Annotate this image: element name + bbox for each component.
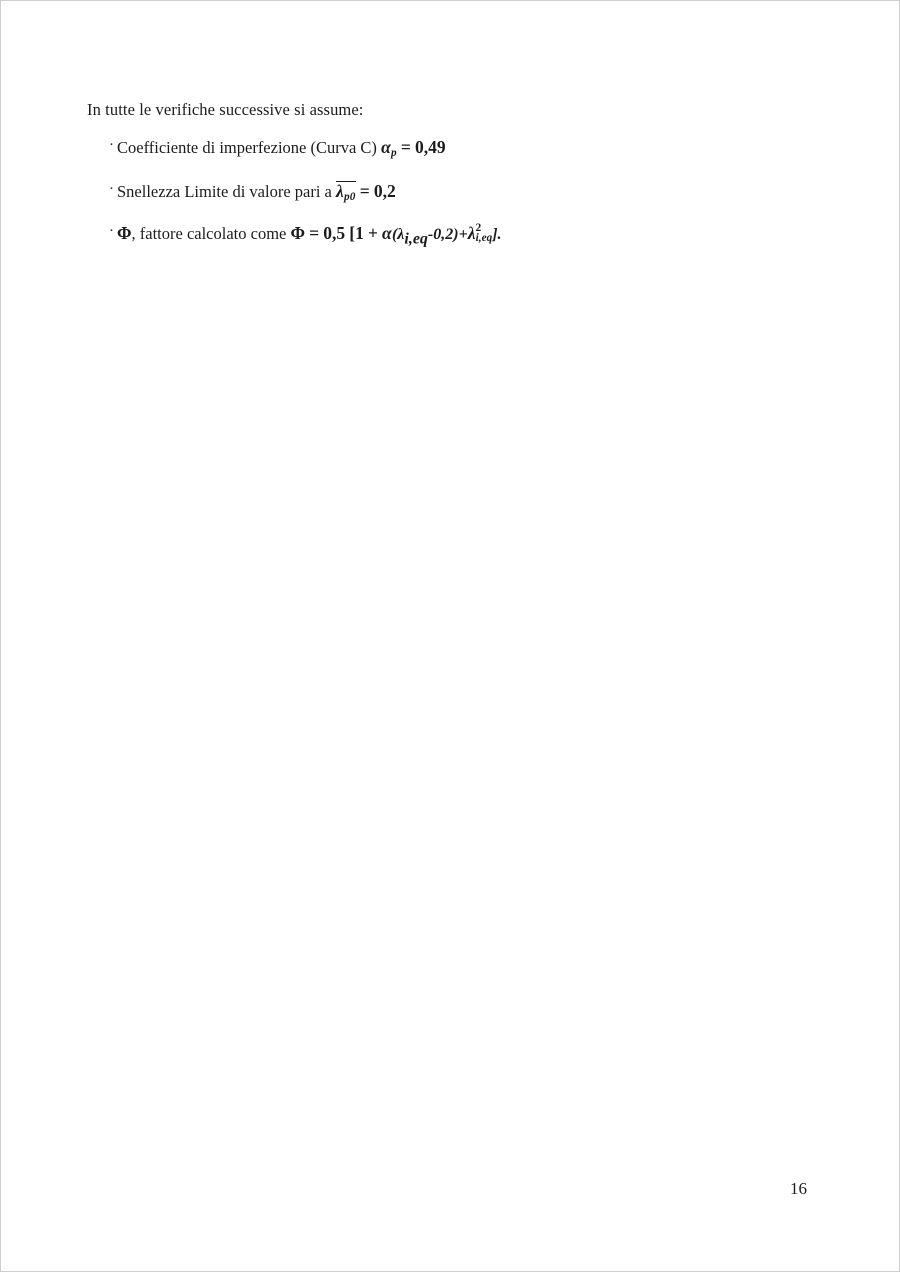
alpha-value: 0,49: [415, 137, 446, 158]
bullet-text-slenderness: [117, 179, 827, 204]
plus-sign-2: +: [458, 226, 468, 244]
exponent-two: 2: [475, 222, 482, 235]
list-item: [87, 179, 827, 204]
coefficient-half: 0,5: [323, 223, 346, 244]
equals-sign: =: [359, 181, 370, 202]
bullet-marker-icon: ·: [109, 223, 114, 240]
equals-sign: =: [309, 223, 320, 244]
minus-term: -0,2): [427, 226, 459, 244]
bracket-open: [: [349, 223, 356, 244]
lambda-subscript-ieq: i,eq: [404, 230, 428, 248]
alpha-symbol: α: [381, 137, 391, 158]
list-item: [87, 135, 827, 162]
plus-sign: +: [367, 223, 378, 244]
alpha-subscript: p: [390, 147, 397, 160]
phi-formula-lhs: Φ: [290, 223, 305, 244]
lambda-paren-open: (λ: [391, 226, 405, 244]
bullet-label: Coefficiente di imperfezione (Curva C): [117, 138, 377, 158]
bullet-text-imperfection: [117, 135, 827, 162]
bullet-marker-icon: ·: [109, 181, 114, 198]
lambda-subscript: p0: [343, 191, 356, 204]
lambda-value: 0,2: [373, 181, 396, 202]
bullet-marker-icon: ·: [109, 137, 114, 154]
subscript-ieq: i,eq: [475, 232, 493, 245]
assumptions-list: [87, 135, 827, 251]
lambda-symbol: λ: [336, 181, 344, 202]
bracket-close: ].: [492, 226, 502, 244]
equals-sign: =: [400, 137, 411, 158]
lambda-squared-indices: [476, 223, 493, 244]
lambda-overbar-group: [336, 181, 356, 204]
phi-description: , fattore calcolato come: [131, 224, 287, 244]
page-number: 16: [790, 1179, 807, 1198]
lambda-squared-symbol: λ: [467, 223, 476, 244]
intro-paragraph: In tutte le verifiche successive si assume:: [87, 100, 364, 119]
term-one: 1: [355, 223, 364, 244]
bullet-text-phi: [117, 221, 827, 251]
phi-symbol: Φ: [117, 223, 132, 244]
page-content: [87, 99, 827, 268]
bullet-label: Snellezza Limite di valore pari a: [117, 182, 332, 202]
list-item: [87, 221, 827, 251]
alpha-factor: α: [382, 223, 392, 244]
